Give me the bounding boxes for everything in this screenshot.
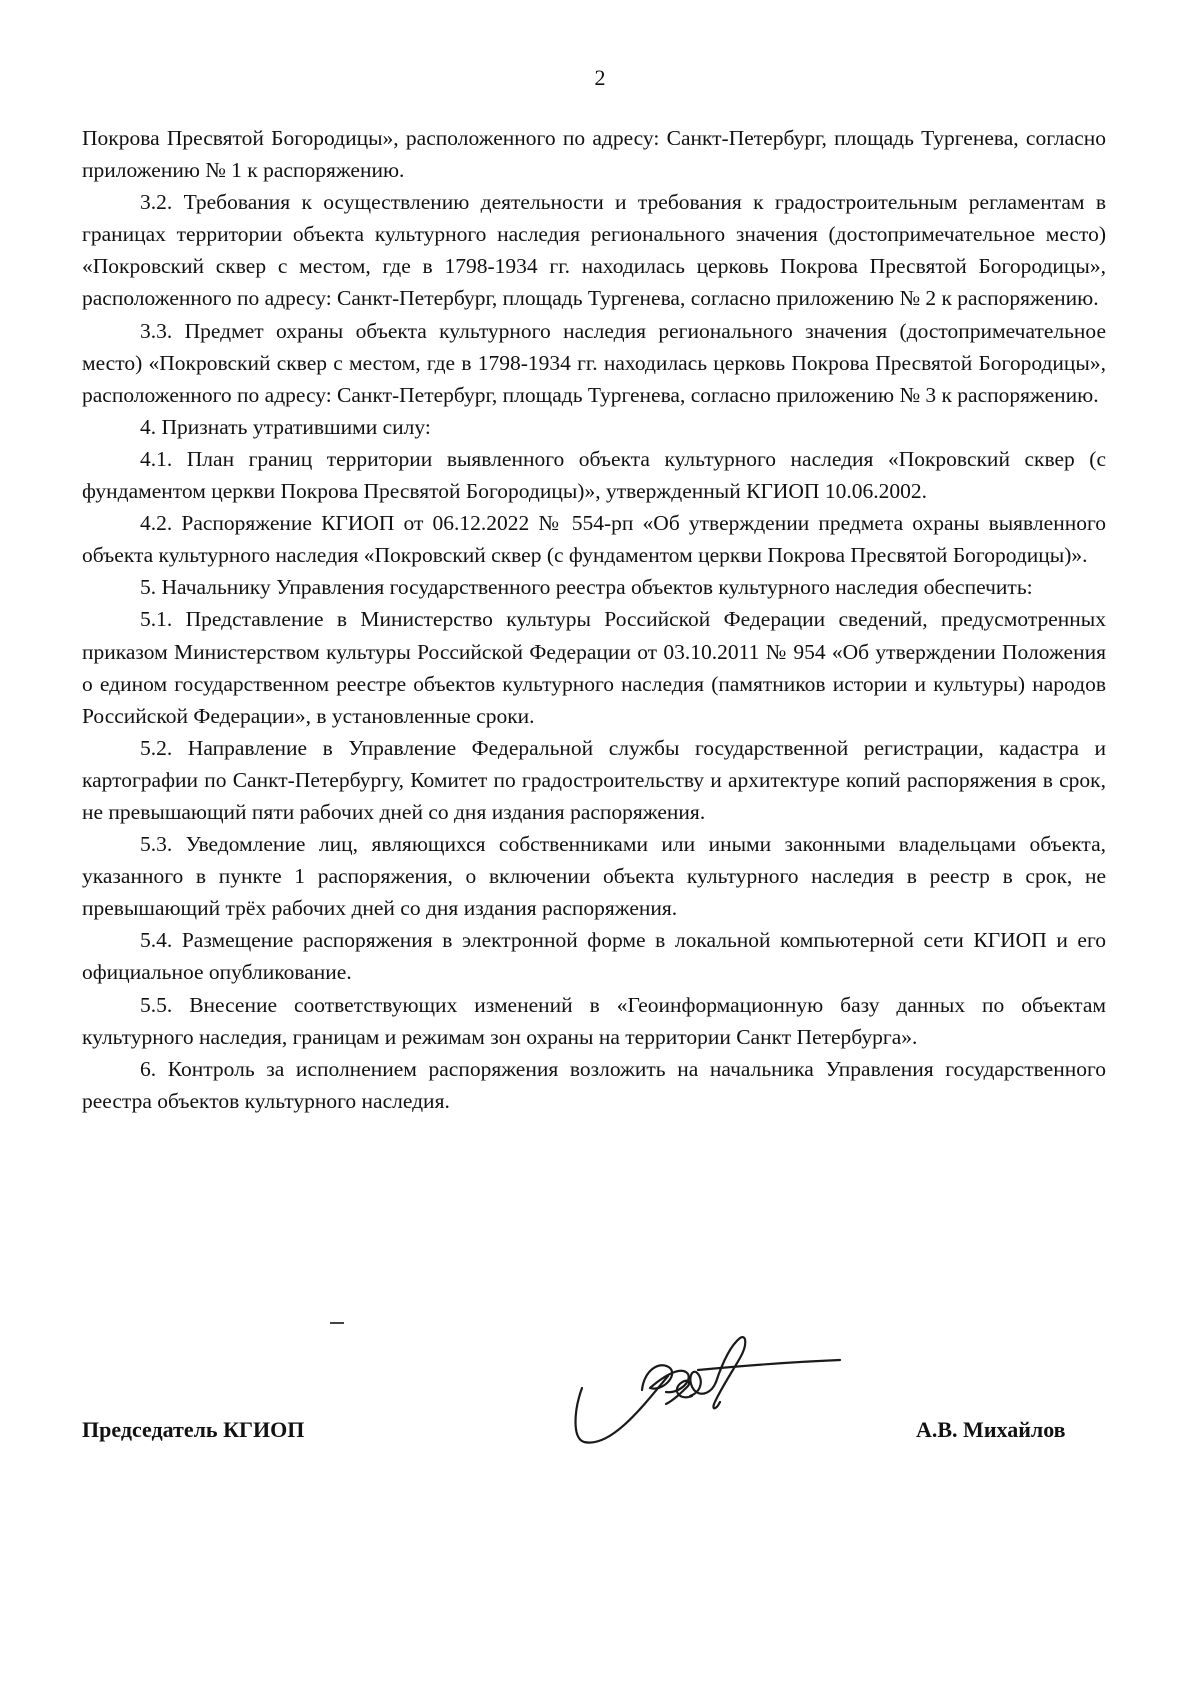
paragraph-4-1: 4.1. План границ территории выявленного объекта культурного наследия «Покровский сквер (с фундаментом церкви Покрова Пресвятой Богородицы)», утвержденный КГИОП 10.06.2002. [82,446,1106,504]
document-body [82,122,1106,1117]
paragraph-5-5: 5.5. Внесение соответствующих изменений в «Геоинформационную базу данных по объектам культурного наследия, границам и режимам зон охраны на территории Санкт Петербурга». [82,992,1106,1049]
paragraph-5-4: 5.4. Размещение распоряжения в электронной форме в локальной компьютерной сети КГИОП и его официальное опубликование. [82,928,1106,985]
paragraph-3-2: 3.2. Требования к осуществлению деятельности и требования к градостроительным регламентам в границах территории объекта культурного наследия регионального значения (достопримечательное место) «Покровский сквер с местом, где в 1798-1934 гг. находилась церковь Покрова Пресвятой Богородицы», расположенного по адресу: Санкт-Петербург, площадь Тургенева, согласно приложению № 2 к распоряжению. [82,190,1106,311]
signer-name: А.В. Михайлов [916,1417,1066,1442]
signer-title: Председатель КГИОП [82,1417,305,1442]
paragraph-3-3: 3.3. Предмет охраны объекта культурного наследия регионального значения (достопримечательное место) «Покровский сквер с местом, где в 1798-1934 гг. находилась церковь Покрова Пресвятой Богородицы», расположенного по адресу: Санкт-Петербург, площадь Тургенева, согласно приложению № 3 к распоряжению. [82,318,1106,407]
paragraph-4-2: 4.2. Распоряжение КГИОП от 06.12.2022 № 554-рп «Об утверждении предмета охраны выявленного объекта культурного наследия «Покровский сквер (с фундаментом церкви Покрова Пресвятой Богородицы)». [82,511,1106,568]
paragraph-4: 4. Признать утратившими силу: [140,414,431,439]
paragraph-5-3: 5.3. Уведомление лиц, являющихся собственниками или иными законными владельцами объекта, указанного в пункте 1 распоряжения, о включении объекта культурного наследия в реестр в срок, не превышающий трёх рабочих дней со дня издания распоряжения. [82,832,1106,921]
paragraph-5-2: 5.2. Направление в Управление Федеральной службы государственной регистрации, кадастра и картографии по Санкт-Петербургу, Комитет по градостроительству и архитектуре копий распоряжения в срок, не превышающий пяти рабочих дней со дня издания распоряжения. [82,735,1106,824]
paragraph-5: 5. Начальнику Управления государственного реестра объектов культурного наследия обеспечить: [140,575,1033,600]
page-number: 2 [594,65,606,90]
paragraph-continuation: Покрова Пресвятой Богородицы», расположенного по адресу: Санкт-Петербург, площадь Тургенева, согласно приложению № 1 к распоряжению. [82,126,1106,183]
paragraph-5-1: 5.1. Представление в Министерство культуры Российской Федерации сведений, предусмотренных приказом Министерством культуры Российской Федерации от 03.10.2011 № 954 «Об утверждении Положения о едином государственном реестре объектов культурного наследия (памятников истории и культуры) народов Российской Федерации», в установленные сроки. [82,607,1106,728]
signature [570,1330,850,1480]
paragraph-6: 6. Контроль за исполнением распоряжения возложить на начальника Управления государственного реестра объектов культурного наследия. [82,1056,1106,1113]
scan-mark [330,1322,344,1324]
